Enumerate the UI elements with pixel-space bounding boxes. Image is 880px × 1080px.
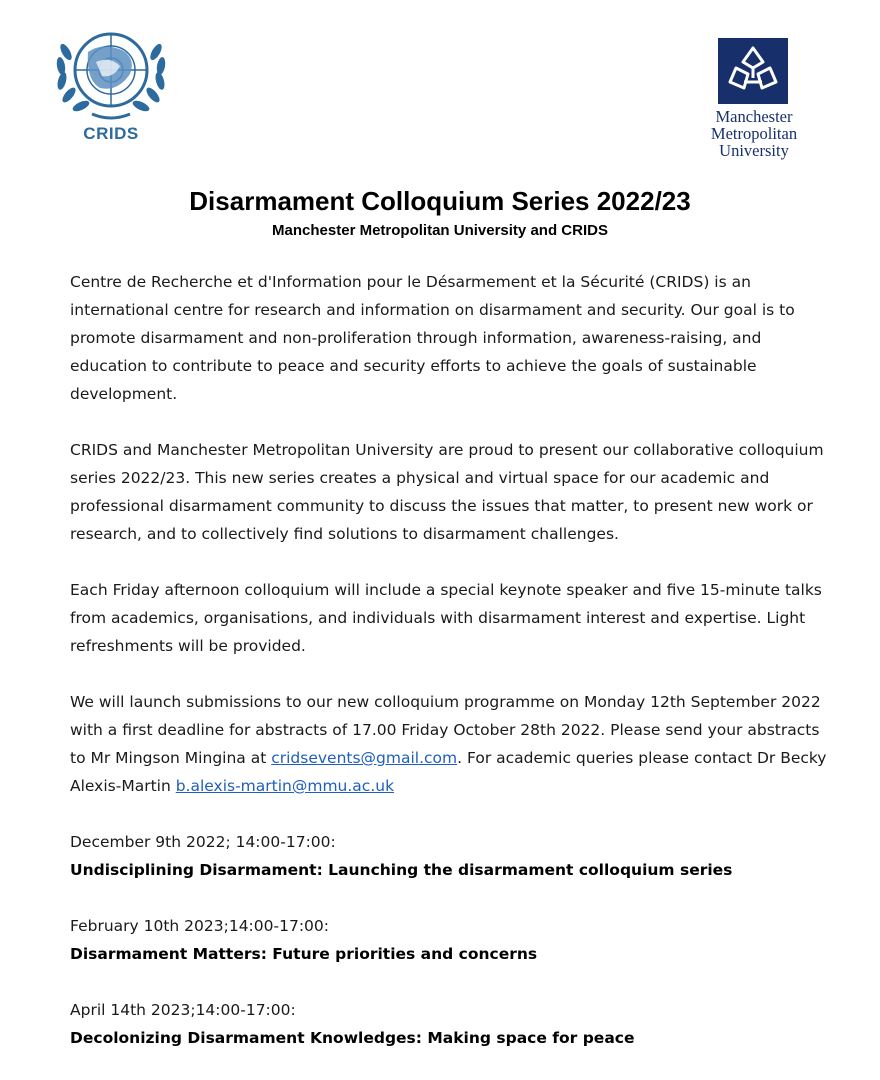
event-item (70, 828, 830, 884)
mmu-logo-line: University (719, 141, 789, 160)
crids-logo (52, 22, 170, 148)
crids-emblem-icon (52, 22, 170, 122)
document-body (70, 268, 830, 1080)
submissions-text: . For academic queries please contact Dr Becky Alexis-Martin (70, 749, 827, 795)
email-link-alexis-martin[interactable]: b.alexis-martin@mmu.ac.uk (175, 777, 395, 795)
series-paragraph: CRIDS and Manchester Metropolitan University are proud to present our collaborative colloquium series 2022/23. This new series creates a physical and virtual space for our academic and professional disarmament community to discuss the issues that matter, to present new work or research, and to collectively find solutions to disarmament challenges. (70, 441, 824, 543)
mmu-logo-line: Metropolitan (710, 124, 798, 143)
submissions-paragraph (70, 688, 830, 800)
event-title: Undisciplining Disarmament: Launching the disarmament colloquium series (70, 861, 733, 879)
event-date: February 10th 2023;14:00-17:00: (70, 917, 329, 935)
event-date: December 9th 2022; 14:00-17:00: (70, 833, 336, 851)
event-title: Decolonizing Disarmament Knowledges: Making space for peace (70, 1029, 635, 1047)
format-paragraph: Each Friday afternoon colloquium will include a special keynote speaker and five 15-minute talks from academics, organisations, and individuals with disarmament interest and expertise. Light refreshments will be provided. (70, 581, 822, 655)
page-title: Disarmament Colloquium Series 2022/23 (189, 186, 691, 216)
email-link-cridsevents[interactable]: cridsevents@gmail.com (271, 749, 458, 767)
crids-logo-text: CRIDS (83, 124, 139, 143)
event-item (70, 996, 830, 1052)
mmu-logo-line: Manchester (715, 107, 793, 126)
mmu-knot-icon (718, 38, 788, 104)
mmu-logo-text (698, 108, 810, 159)
event-date: April 14th 2023;14:00-17:00: (70, 1001, 296, 1019)
page-subtitle: Manchester Metropolitan University and CRIDS (272, 222, 608, 239)
mmu-logo (698, 38, 810, 166)
event-title: Disarmament Matters: Future priorities and concerns (70, 945, 538, 963)
submissions-text: We will launch submissions to our new colloquium programme on Monday 12th September 2022 with a first deadline for abstracts of 17.00 Friday October 28th 2022. Please send your abstracts to Mr Mingson Mingina at (70, 693, 821, 767)
mmu-emblem (718, 38, 788, 104)
event-item (70, 912, 830, 968)
intro-paragraph: Centre de Recherche et d'Information pour le Désarmement et la Sécurité (CRIDS) is an international centre for research and information on disarmament and security. Our goal is to promote disarmament and non-proliferation through information, awareness-raising, and education to contribute to peace and security efforts to achieve the goals of sustainable development. (70, 273, 795, 403)
